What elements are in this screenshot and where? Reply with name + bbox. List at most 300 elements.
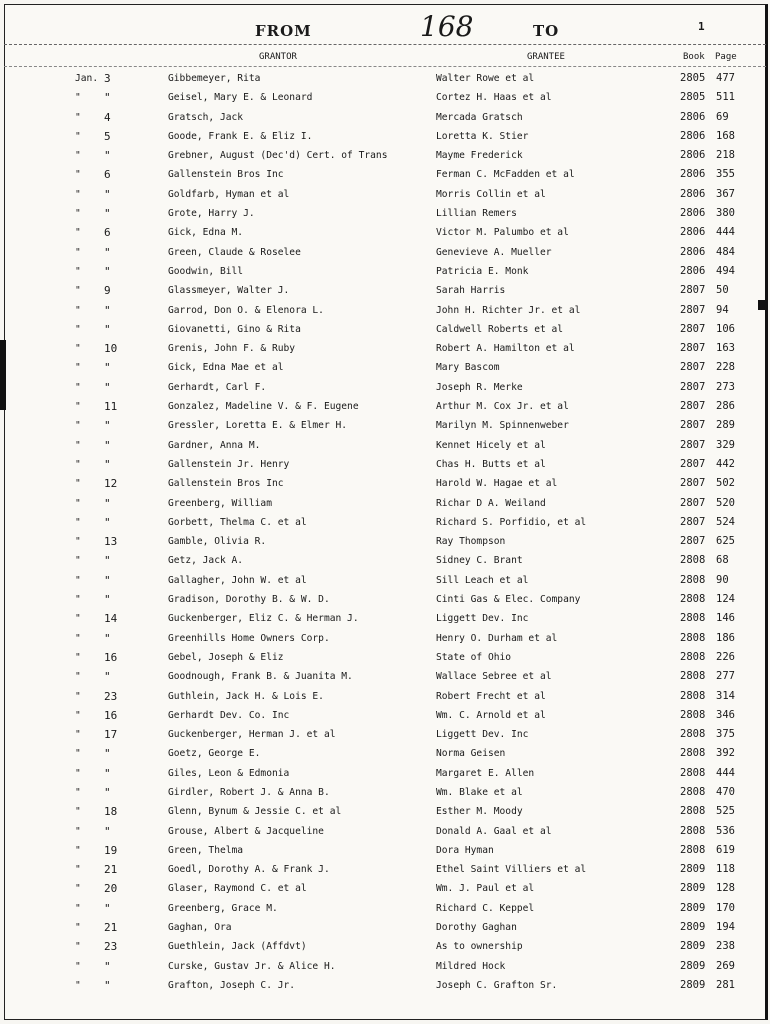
record-row bbox=[0, 589, 770, 608]
day-cell: " bbox=[104, 361, 111, 375]
day-cell: " bbox=[104, 978, 111, 992]
grantor-cell: Grote, Harry J. bbox=[168, 208, 255, 220]
book-cell: 2808 bbox=[680, 843, 706, 856]
grantee-cell: Cortez H. Haas et al bbox=[436, 92, 552, 104]
day-cell: " bbox=[104, 824, 111, 838]
page-cell: 168 bbox=[716, 129, 735, 142]
day-cell: " bbox=[104, 496, 111, 510]
grantor-column-header: GRANTOR bbox=[259, 52, 297, 62]
day-cell: " bbox=[104, 438, 111, 452]
book-cell: 2806 bbox=[680, 187, 706, 200]
page-cell: 380 bbox=[716, 207, 735, 220]
month-cell: " bbox=[75, 902, 81, 914]
page-number: 1 bbox=[698, 20, 705, 33]
record-row bbox=[0, 936, 770, 955]
day-cell: 11 bbox=[104, 400, 118, 414]
grantor-cell: Gressler, Loretta E. & Elmer H. bbox=[168, 420, 348, 432]
grantor-cell: Gratsch, Jack bbox=[168, 111, 244, 123]
page-cell: 124 bbox=[716, 593, 735, 606]
record-row bbox=[0, 608, 770, 627]
book-cell: 2806 bbox=[680, 207, 706, 220]
day-cell: " bbox=[104, 245, 111, 259]
book-cell: 2808 bbox=[680, 824, 706, 837]
record-row bbox=[0, 975, 770, 994]
grantor-cell: Glassmeyer, Walter J. bbox=[168, 285, 290, 297]
month-cell: " bbox=[75, 844, 81, 856]
grantor-cell: Gebel, Joseph & Eliz bbox=[168, 651, 284, 663]
day-cell: 21 bbox=[104, 863, 118, 877]
day-cell: 6 bbox=[104, 168, 111, 182]
grantor-cell: Guckenberger, Herman J. et al bbox=[168, 729, 336, 741]
page-cell: 94 bbox=[716, 303, 729, 316]
record-row bbox=[0, 763, 770, 782]
grantee-cell: Dora Hyman bbox=[436, 844, 494, 856]
day-cell: 19 bbox=[104, 843, 118, 857]
grantee-cell: Richard S. Porfidio, et al bbox=[436, 516, 587, 528]
book-cell: 2805 bbox=[680, 91, 706, 104]
grantor-cell: Guthlein, Jack H. & Lois E. bbox=[168, 690, 324, 702]
grantee-cell: Robert A. Hamilton et al bbox=[436, 343, 575, 355]
page-cell: 392 bbox=[716, 747, 735, 760]
month-cell: " bbox=[75, 864, 81, 876]
record-row bbox=[0, 242, 770, 261]
record-row bbox=[0, 473, 770, 492]
handwritten-number: 168 bbox=[420, 10, 474, 43]
month-cell: " bbox=[75, 516, 81, 528]
book-cell: 2809 bbox=[680, 978, 706, 991]
grantee-cell: Victor M. Palumbo et al bbox=[436, 227, 569, 239]
month-cell: " bbox=[75, 169, 81, 181]
grantee-cell: Wm. J. Paul et al bbox=[436, 883, 535, 895]
book-cell: 2807 bbox=[680, 419, 706, 432]
grantee-cell: Mercada Gratsch bbox=[436, 111, 523, 123]
book-cell: 2808 bbox=[680, 747, 706, 760]
grantor-cell: Green, Thelma bbox=[168, 844, 244, 856]
page-cell: 511 bbox=[716, 91, 735, 104]
book-cell: 2807 bbox=[680, 535, 706, 548]
grantee-cell: Caldwell Roberts et al bbox=[436, 323, 564, 335]
record-row bbox=[0, 280, 770, 299]
month-cell: " bbox=[75, 381, 81, 393]
divider bbox=[4, 44, 766, 45]
month-cell: " bbox=[75, 246, 81, 258]
page-cell: 118 bbox=[716, 863, 735, 876]
book-cell: 2809 bbox=[680, 863, 706, 876]
page-cell: 218 bbox=[716, 149, 735, 162]
page-cell: 355 bbox=[716, 168, 735, 181]
grantor-cell: Gallenstein Bros Inc bbox=[168, 478, 284, 490]
grantor-cell: Goodnough, Frank B. & Juanita M. bbox=[168, 671, 353, 683]
record-row bbox=[0, 628, 770, 647]
grantor-cell: Gradison, Dorothy B. & W. D. bbox=[168, 594, 330, 606]
grantor-cell: Gerhardt, Carl F. bbox=[168, 381, 267, 393]
day-cell: " bbox=[104, 670, 111, 684]
record-row bbox=[0, 782, 770, 801]
record-row bbox=[0, 261, 770, 280]
record-row bbox=[0, 377, 770, 396]
day-cell: " bbox=[104, 303, 111, 317]
book-cell: 2808 bbox=[680, 573, 706, 586]
record-row bbox=[0, 184, 770, 203]
book-cell: 2807 bbox=[680, 303, 706, 316]
month-cell: " bbox=[75, 497, 81, 509]
book-cell: 2808 bbox=[680, 650, 706, 663]
grantee-cell: Liggett Dev. Inc bbox=[436, 729, 529, 741]
book-cell: 2807 bbox=[680, 457, 706, 470]
day-cell: 16 bbox=[104, 708, 118, 722]
page-cell: 163 bbox=[716, 342, 735, 355]
month-cell: " bbox=[75, 323, 81, 335]
book-cell: 2806 bbox=[680, 149, 706, 162]
month-cell: " bbox=[75, 632, 81, 644]
grantor-cell: Gonzalez, Madeline V. & F. Eugene bbox=[168, 401, 359, 413]
page-cell: 470 bbox=[716, 785, 735, 798]
grantee-cell: Genevieve A. Mueller bbox=[436, 246, 552, 258]
grantee-cell: Lillian Remers bbox=[436, 208, 517, 220]
page-cell: 170 bbox=[716, 901, 735, 914]
grantee-cell: Liggett Dev. Inc bbox=[436, 613, 529, 625]
page-cell: 68 bbox=[716, 554, 729, 567]
page-cell: 525 bbox=[716, 805, 735, 818]
grantee-cell: Henry O. Durham et al bbox=[436, 632, 558, 644]
book-cell: 2807 bbox=[680, 380, 706, 393]
grantee-cell: Esther M. Moody bbox=[436, 806, 523, 818]
month-cell: " bbox=[75, 304, 81, 316]
page-cell: 494 bbox=[716, 264, 735, 277]
month-cell: " bbox=[75, 748, 81, 760]
grantor-cell: Gallagher, John W. et al bbox=[168, 574, 307, 586]
record-row bbox=[0, 357, 770, 376]
day-cell: 9 bbox=[104, 284, 111, 298]
day-cell: 14 bbox=[104, 612, 118, 626]
book-cell: 2807 bbox=[680, 496, 706, 509]
record-row bbox=[0, 512, 770, 531]
page-cell: 69 bbox=[716, 110, 729, 123]
record-row bbox=[0, 531, 770, 550]
grantee-cell: John H. Richter Jr. et al bbox=[436, 304, 581, 316]
grantor-cell: Goodwin, Bill bbox=[168, 265, 244, 277]
record-row bbox=[0, 203, 770, 222]
grantee-cell: Sill Leach et al bbox=[436, 574, 529, 586]
page-cell: 329 bbox=[716, 438, 735, 451]
day-cell: " bbox=[104, 207, 111, 221]
record-row bbox=[0, 917, 770, 936]
grantee-cell: Mayme Frederick bbox=[436, 150, 523, 162]
grantee-cell: Sarah Harris bbox=[436, 285, 506, 297]
month-cell: " bbox=[75, 786, 81, 798]
month-cell: " bbox=[75, 922, 81, 934]
grantee-cell: Robert Frecht et al bbox=[436, 690, 546, 702]
grantor-cell: Gallenstein Bros Inc bbox=[168, 169, 284, 181]
grantor-cell: Greenberg, William bbox=[168, 497, 272, 509]
record-row bbox=[0, 801, 770, 820]
grantor-cell: Gorbett, Thelma C. et al bbox=[168, 516, 307, 528]
day-cell: 20 bbox=[104, 882, 118, 896]
book-cell: 2808 bbox=[680, 708, 706, 721]
record-row bbox=[0, 821, 770, 840]
grantee-cell: Marilyn M. Spinnenweber bbox=[436, 420, 569, 432]
month-cell: " bbox=[75, 188, 81, 200]
grantor-cell: Garrod, Don O. & Elenora L. bbox=[168, 304, 324, 316]
page-cell: 502 bbox=[716, 477, 735, 490]
grantee-cell: Cinti Gas & Elec. Company bbox=[436, 594, 581, 606]
grantee-cell: Richar D A. Weiland bbox=[436, 497, 546, 509]
record-row bbox=[0, 164, 770, 183]
day-cell: 10 bbox=[104, 342, 118, 356]
page-cell: 625 bbox=[716, 535, 735, 548]
day-cell: " bbox=[104, 419, 111, 433]
page-cell: 146 bbox=[716, 612, 735, 625]
book-cell: 2807 bbox=[680, 322, 706, 335]
book-cell: 2808 bbox=[680, 670, 706, 683]
page-cell: 106 bbox=[716, 322, 735, 335]
month-cell: " bbox=[75, 478, 81, 490]
record-row bbox=[0, 724, 770, 743]
book-cell: 2809 bbox=[680, 940, 706, 953]
day-cell: " bbox=[104, 187, 111, 201]
grantor-cell: Gibbemeyer, Rita bbox=[168, 73, 261, 84]
grantee-cell: Sidney C. Brant bbox=[436, 555, 523, 567]
page-cell: 90 bbox=[716, 573, 729, 586]
record-row bbox=[0, 686, 770, 705]
divider bbox=[4, 66, 766, 67]
month-cell: " bbox=[75, 767, 81, 779]
book-cell: 2809 bbox=[680, 901, 706, 914]
grantor-cell: Gallenstein Jr. Henry bbox=[168, 458, 290, 470]
record-row bbox=[0, 126, 770, 145]
grantee-cell: Mary Bascom bbox=[436, 362, 500, 374]
grantor-cell: Goode, Frank E. & Eliz I. bbox=[168, 130, 313, 142]
record-row bbox=[0, 222, 770, 241]
month-cell: " bbox=[75, 613, 81, 625]
book-cell: 2806 bbox=[680, 129, 706, 142]
book-cell: 2808 bbox=[680, 612, 706, 625]
grantor-cell: Guethlein, Jack (Affdvt) bbox=[168, 941, 307, 953]
book-cell: 2807 bbox=[680, 515, 706, 528]
grantor-cell: Grouse, Albert & Jacqueline bbox=[168, 825, 324, 837]
page-cell: 484 bbox=[716, 245, 735, 258]
month-cell: " bbox=[75, 130, 81, 142]
page-cell: 444 bbox=[716, 766, 735, 779]
grantor-cell: Gaghan, Ora bbox=[168, 922, 232, 934]
record-row bbox=[0, 338, 770, 357]
page-cell: 536 bbox=[716, 824, 735, 837]
page-cell: 444 bbox=[716, 226, 735, 239]
grantee-cell: Mildred Hock bbox=[436, 960, 506, 972]
month-cell: " bbox=[75, 941, 81, 953]
grantee-cell: Ferman C. McFadden et al bbox=[436, 169, 575, 181]
page-cell: 346 bbox=[716, 708, 735, 721]
grantor-cell: Green, Claude & Roselee bbox=[168, 246, 301, 258]
book-cell: 2807 bbox=[680, 400, 706, 413]
day-cell: " bbox=[104, 631, 111, 645]
page-cell: 226 bbox=[716, 650, 735, 663]
month-cell: " bbox=[75, 555, 81, 567]
grantor-cell: Guckenberger, Eliz C. & Herman J. bbox=[168, 613, 359, 625]
day-cell: " bbox=[104, 149, 111, 163]
grantee-cell: Wallace Sebree et al bbox=[436, 671, 552, 683]
grantor-cell: Glaser, Raymond C. et al bbox=[168, 883, 307, 895]
grantor-cell: Gick, Edna Mae et al bbox=[168, 362, 284, 374]
grantor-cell: Gamble, Olivia R. bbox=[168, 536, 267, 548]
record-row bbox=[0, 859, 770, 878]
month-cell: " bbox=[75, 594, 81, 606]
grantor-cell: Grebner, August (Dec'd) Cert. of Trans bbox=[168, 150, 388, 162]
day-cell: 4 bbox=[104, 110, 111, 124]
page-cell: 238 bbox=[716, 940, 735, 953]
month-cell: " bbox=[75, 709, 81, 721]
month-cell: " bbox=[75, 536, 81, 548]
day-cell: 16 bbox=[104, 650, 118, 664]
grantor-cell: Geisel, Mary E. & Leonard bbox=[168, 92, 313, 104]
record-row bbox=[0, 107, 770, 126]
month-cell: " bbox=[75, 285, 81, 297]
day-cell: " bbox=[104, 573, 111, 587]
page-cell: 619 bbox=[716, 843, 735, 856]
grantor-cell: Gick, Edna M. bbox=[168, 227, 244, 239]
day-cell: " bbox=[104, 766, 111, 780]
book-cell: 2808 bbox=[680, 785, 706, 798]
record-list bbox=[0, 68, 770, 994]
grantee-cell: Chas H. Butts et al bbox=[436, 458, 546, 470]
record-row bbox=[0, 145, 770, 164]
month-cell: " bbox=[75, 111, 81, 123]
grantee-column-header: GRANTEE bbox=[527, 52, 565, 62]
month-cell: " bbox=[75, 265, 81, 277]
day-cell: " bbox=[104, 785, 111, 799]
page-cell: 367 bbox=[716, 187, 735, 200]
from-heading: FROM bbox=[255, 22, 312, 40]
record-row bbox=[0, 840, 770, 859]
day-cell: 17 bbox=[104, 728, 118, 742]
month-cell: " bbox=[75, 401, 81, 413]
day-cell: 23 bbox=[104, 689, 118, 703]
grantor-cell: Gardner, Anna M. bbox=[168, 439, 261, 451]
book-cell: 2808 bbox=[680, 689, 706, 702]
book-cell: 2809 bbox=[680, 882, 706, 895]
grantee-cell: Arthur M. Cox Jr. et al bbox=[436, 401, 569, 413]
page-cell: 194 bbox=[716, 921, 735, 934]
month-cell: " bbox=[75, 227, 81, 239]
day-cell: 5 bbox=[104, 129, 111, 143]
book-cell: 2806 bbox=[680, 245, 706, 258]
grantee-cell: Joseph R. Merke bbox=[436, 381, 523, 393]
month-cell: " bbox=[75, 729, 81, 741]
page-cell: 442 bbox=[716, 457, 735, 470]
record-row bbox=[0, 87, 770, 106]
grantee-cell: Morris Collin et al bbox=[436, 188, 546, 200]
grantor-cell: Getz, Jack A. bbox=[168, 555, 244, 567]
page-cell: 286 bbox=[716, 400, 735, 413]
record-row bbox=[0, 454, 770, 473]
book-cell: 2808 bbox=[680, 728, 706, 741]
grantee-cell: Patricia E. Monk bbox=[436, 265, 529, 277]
book-cell: 2805 bbox=[680, 72, 706, 84]
record-row bbox=[0, 319, 770, 338]
month-cell: Jan. bbox=[75, 73, 99, 84]
day-cell: " bbox=[104, 91, 111, 105]
day-cell: " bbox=[104, 554, 111, 568]
grantor-cell: Grenis, John F. & Ruby bbox=[168, 343, 296, 355]
day-cell: 18 bbox=[104, 805, 118, 819]
to-heading: TO bbox=[533, 22, 560, 40]
grantee-cell: Wm. Blake et al bbox=[436, 786, 523, 798]
grantor-cell: Goetz, George E. bbox=[168, 748, 261, 760]
grantee-cell: Donald A. Gaal et al bbox=[436, 825, 552, 837]
day-cell: 3 bbox=[104, 72, 111, 85]
book-cell: 2808 bbox=[680, 805, 706, 818]
month-cell: " bbox=[75, 979, 81, 991]
month-cell: " bbox=[75, 690, 81, 702]
day-cell: " bbox=[104, 322, 111, 336]
grantee-cell: As to ownership bbox=[436, 941, 523, 953]
page-cell: 50 bbox=[716, 284, 729, 297]
book-column-header: Book bbox=[683, 52, 705, 62]
page-cell: 273 bbox=[716, 380, 735, 393]
record-row bbox=[0, 705, 770, 724]
record-row bbox=[0, 570, 770, 589]
day-cell: " bbox=[104, 515, 111, 529]
page-cell: 128 bbox=[716, 882, 735, 895]
book-cell: 2808 bbox=[680, 631, 706, 644]
grantee-cell: Loretta K. Stier bbox=[436, 130, 529, 142]
page-cell: 314 bbox=[716, 689, 735, 702]
month-cell: " bbox=[75, 362, 81, 374]
record-row bbox=[0, 396, 770, 415]
month-cell: " bbox=[75, 439, 81, 451]
grantor-cell: Goldfarb, Hyman et al bbox=[168, 188, 290, 200]
page-cell: 281 bbox=[716, 978, 735, 991]
page-cell: 524 bbox=[716, 515, 735, 528]
grantee-cell: Richard C. Keppel bbox=[436, 902, 535, 914]
grantee-cell: Harold W. Hagae et al bbox=[436, 478, 558, 490]
page-cell: 228 bbox=[716, 361, 735, 374]
record-row bbox=[0, 493, 770, 512]
grantor-cell: Goedl, Dorothy A. & Frank J. bbox=[168, 864, 330, 876]
month-cell: " bbox=[75, 960, 81, 972]
grantor-cell: Grafton, Joseph C. Jr. bbox=[168, 979, 296, 991]
page-cell: 277 bbox=[716, 670, 735, 683]
month-cell: " bbox=[75, 651, 81, 663]
grantee-cell: Kennet Hicely et al bbox=[436, 439, 546, 451]
day-cell: " bbox=[104, 901, 111, 915]
book-cell: 2808 bbox=[680, 766, 706, 779]
month-cell: " bbox=[75, 420, 81, 432]
grantor-cell: Giles, Leon & Edmonia bbox=[168, 767, 290, 779]
day-cell: " bbox=[104, 457, 111, 471]
grantee-cell: Wm. C. Arnold et al bbox=[436, 709, 546, 721]
grantee-cell: Margaret E. Allen bbox=[436, 767, 535, 779]
grantor-cell: Glenn, Bynum & Jessie C. et al bbox=[168, 806, 342, 818]
record-row bbox=[0, 647, 770, 666]
record-row bbox=[0, 415, 770, 434]
grantor-cell: Giovanetti, Gino & Rita bbox=[168, 323, 301, 335]
record-row bbox=[0, 68, 770, 87]
book-cell: 2808 bbox=[680, 554, 706, 567]
page-cell: 520 bbox=[716, 496, 735, 509]
page-cell: 269 bbox=[716, 959, 735, 972]
page-cell: 289 bbox=[716, 419, 735, 432]
book-cell: 2808 bbox=[680, 593, 706, 606]
record-row bbox=[0, 435, 770, 454]
grantee-cell: State of Ohio bbox=[436, 651, 512, 663]
page-cell: 186 bbox=[716, 631, 735, 644]
book-cell: 2809 bbox=[680, 921, 706, 934]
day-cell: 21 bbox=[104, 921, 118, 935]
record-row bbox=[0, 666, 770, 685]
day-cell: " bbox=[104, 264, 111, 278]
book-cell: 2806 bbox=[680, 264, 706, 277]
